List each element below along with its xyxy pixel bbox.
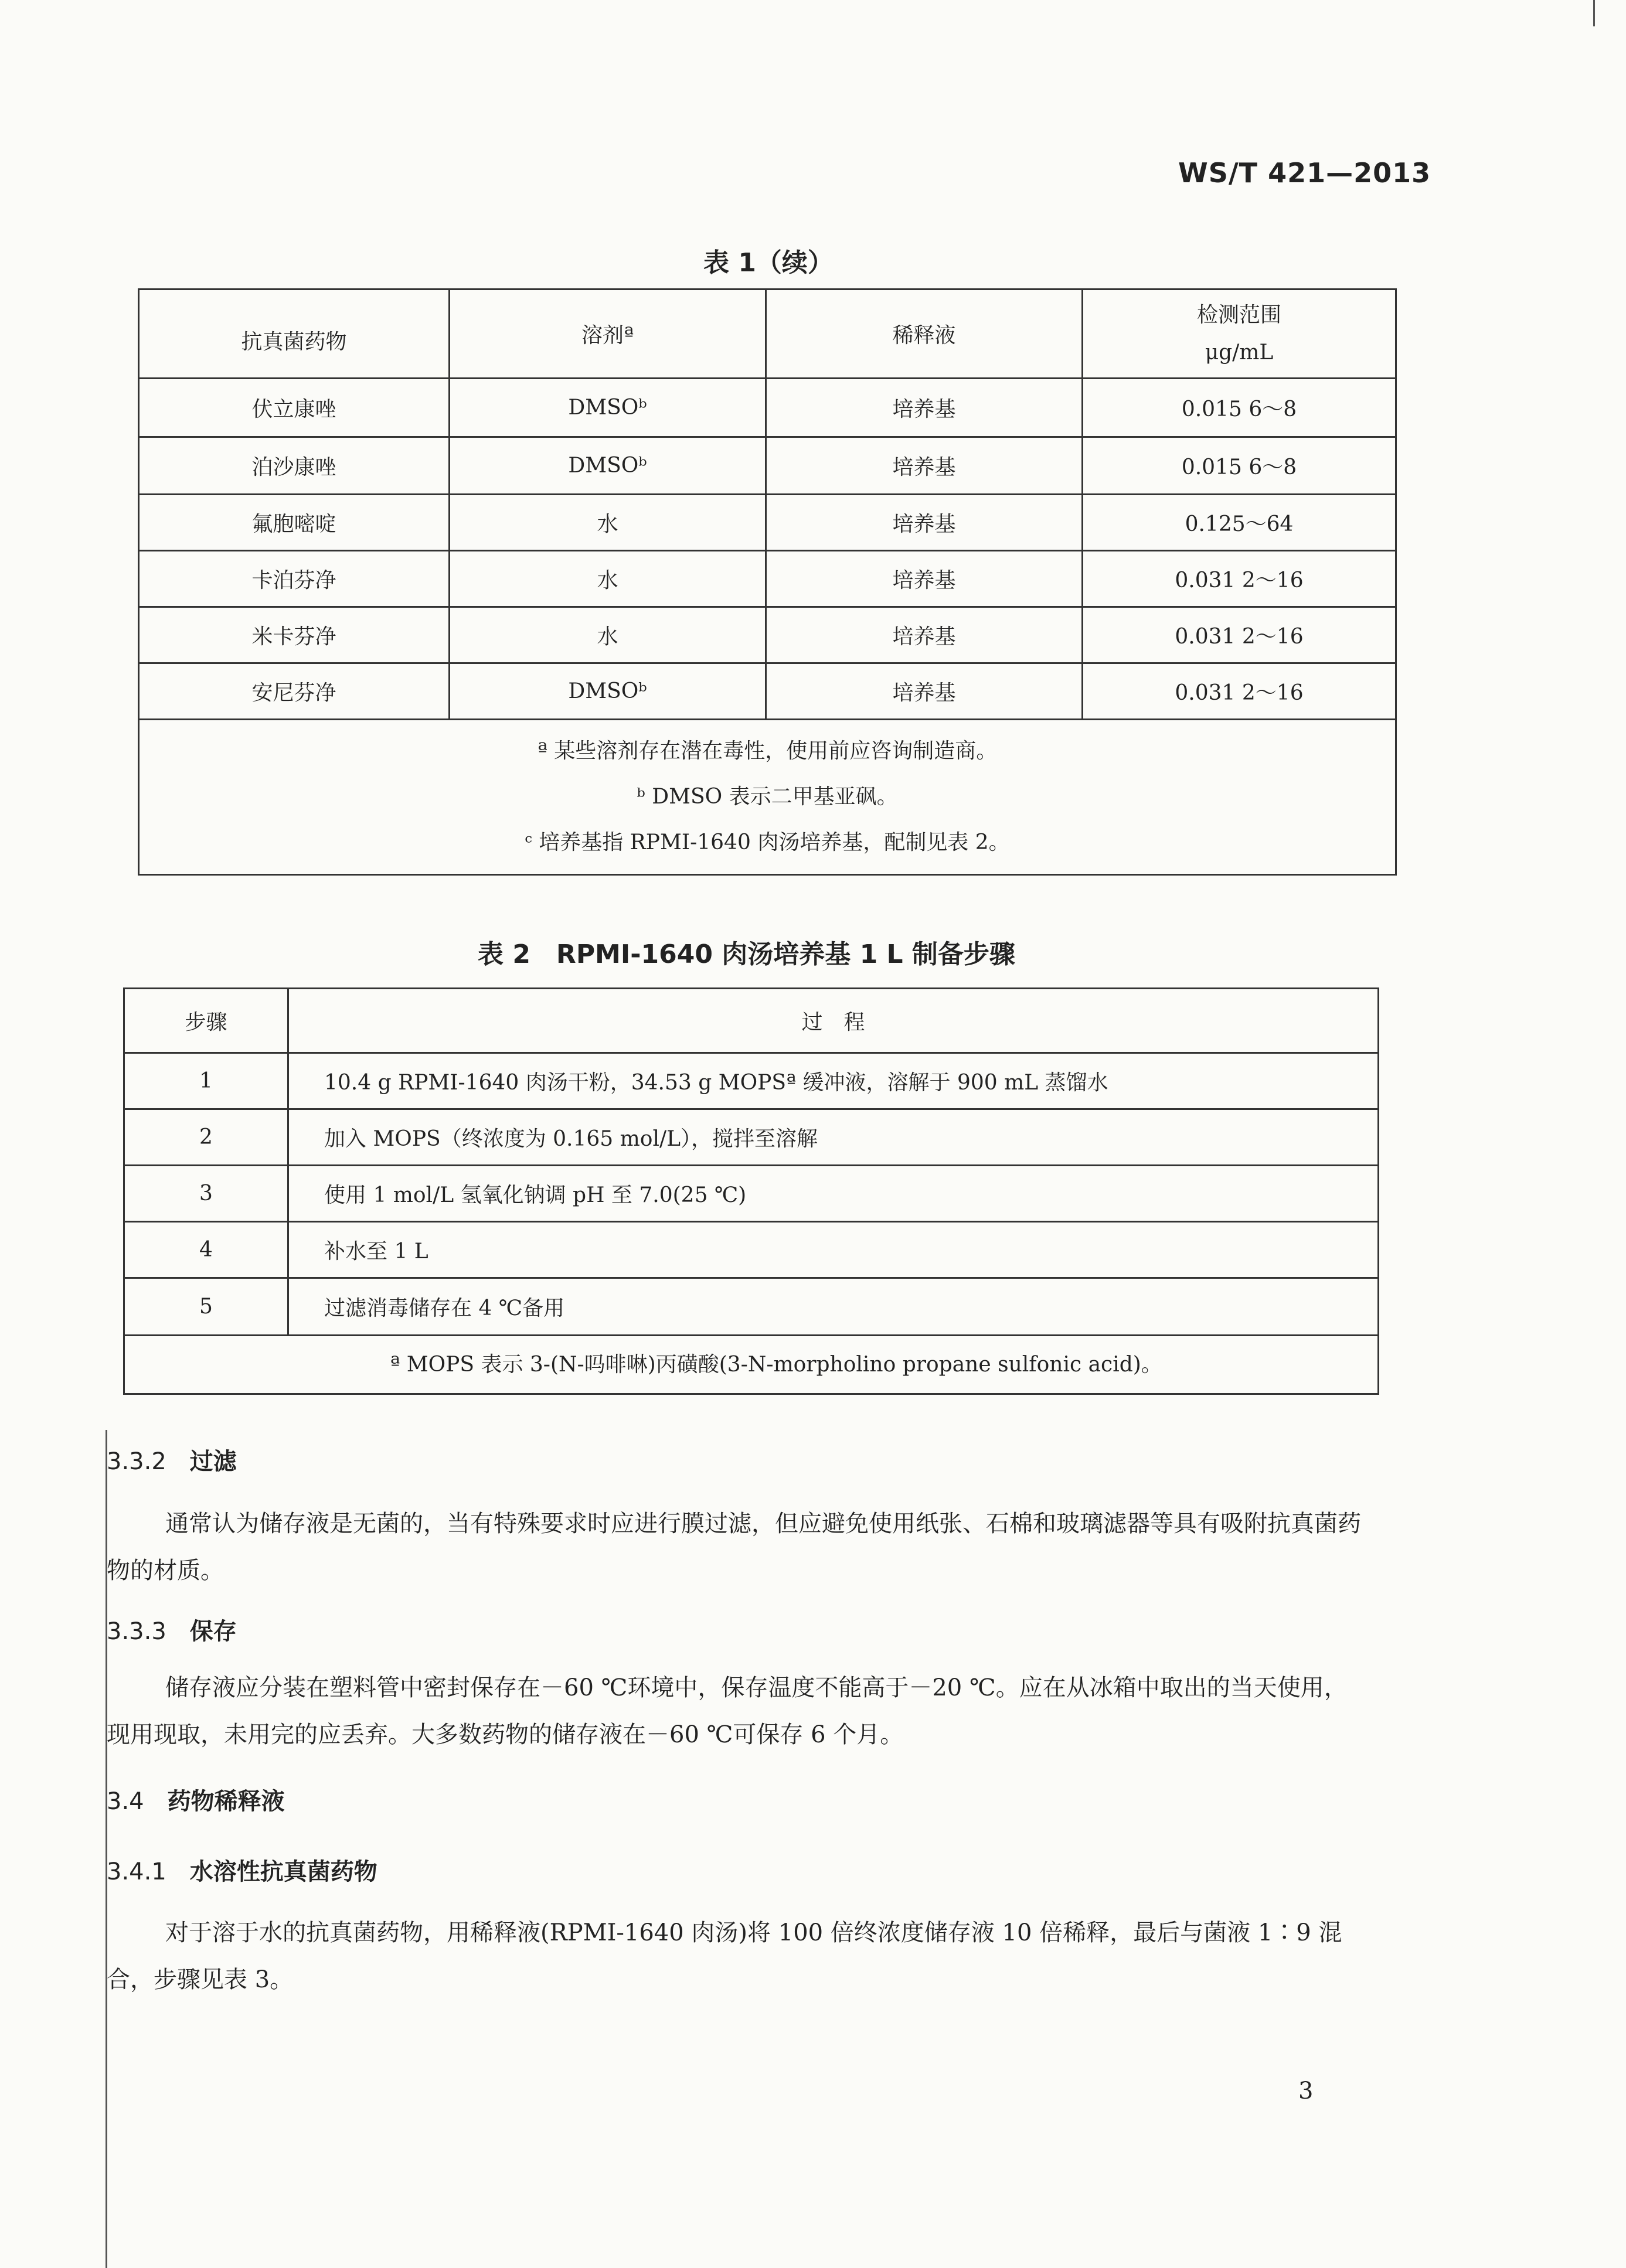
table1-cell: 培养基 [766, 663, 1083, 720]
section-3-4-1-heading [107, 1853, 377, 1886]
table1-cell: 水 [450, 551, 766, 607]
table1-footnote-c: ᶜ 培养基指 RPMI-1640 肉汤培养基，配制见表 2。 [525, 830, 1010, 854]
table2-step-cell: 5 [124, 1278, 288, 1336]
table2 [123, 987, 1379, 1395]
table1-cell: DMSOᵇ [450, 437, 766, 495]
section-3-3-3-heading [107, 1613, 237, 1646]
table1-cell: 卡泊芬净 [139, 551, 450, 607]
table1-cell: 0.031 2～16 [1083, 607, 1396, 663]
table-row [124, 1109, 1379, 1166]
table2-caption: 表 2 RPMI-1640 肉汤培养基 1 L 制备步骤 [478, 939, 1015, 969]
table1-cell: DMSOᵇ [450, 379, 766, 437]
table1-header-range: 检测范围 μg/mL [1083, 290, 1396, 379]
table1-cell: 培养基 [766, 379, 1083, 437]
table2-step-cell: 2 [124, 1109, 288, 1166]
section-title: 保存 [189, 1618, 237, 1645]
table1-footnote-a: ª 某些溶剂存在潜在毒性，使用前应咨询制造商。 [537, 739, 998, 763]
scan-edge-top [1593, 0, 1595, 26]
table1-cell: 伏立康唑 [139, 379, 450, 437]
table1-cell: DMSOᵇ [450, 663, 766, 720]
table2-header-process: 过 程 [288, 989, 1379, 1053]
table1-cell: 水 [450, 607, 766, 663]
table-row [124, 1166, 1379, 1222]
section-title: 过滤 [189, 1448, 237, 1475]
table2-process-cell: 10.4 g RPMI-1640 肉汤干粉，34.53 g MOPSª 缓冲液，溶解于 900 mL 蒸馏水 [288, 1053, 1379, 1109]
table1-cell: 培养基 [766, 551, 1083, 607]
section-title: 药物稀释液 [167, 1788, 285, 1815]
section-3-4-heading [107, 1783, 285, 1816]
table1-cell: 米卡芬净 [139, 607, 450, 663]
table-row [139, 379, 1396, 437]
table2-footnote-row [124, 1336, 1379, 1394]
table1-header-solvent: 溶剂ª [450, 290, 766, 379]
section-number: 3.4.1 [107, 1858, 166, 1885]
table1 [138, 288, 1397, 876]
table1-cell: 0.031 2～16 [1083, 663, 1396, 720]
table2-step-cell: 3 [124, 1166, 288, 1222]
section-3-4-1-body: 对于溶于水的抗真菌药物，用稀释液(RPMI-1640 肉汤)将 100 倍终浓度储存液 10 倍稀释，最后与菌液 1∶9 混合，步骤见表 3。 [107, 1919, 1342, 1993]
table2-process-cell: 过滤消毒储存在 4 ℃备用 [288, 1278, 1379, 1336]
section-3-3-3-body: 储存液应分装在塑料管中密封保存在－60 ℃环境中，保存温度不能高于－20 ℃。应在从冰箱中取出的当天使用，现用现取，未用完的应丢弃。大多数药物的储存液在－60 ℃可保存 6 个月。 [107, 1674, 1348, 1748]
table2-process-cell: 使用 1 mol/L 氢氧化钠调 pH 至 7.0(25 ℃) [288, 1166, 1379, 1222]
table-row [124, 1222, 1379, 1278]
table1-header-drug: 抗真菌药物 [139, 290, 450, 379]
table1-caption: 表 1（续） [703, 248, 834, 278]
table2-header-row [124, 989, 1379, 1053]
table1-header-row [139, 290, 1396, 379]
table2-process-cell: 补水至 1 L [288, 1222, 1379, 1278]
table2-process-cell: 加入 MOPS（终浓度为 0.165 mol/L），搅拌至溶解 [288, 1109, 1379, 1166]
section-number: 3.3.3 [107, 1618, 166, 1645]
table2-step-cell: 1 [124, 1053, 288, 1109]
page-number: 3 [1298, 2078, 1314, 2104]
standard-code: WS/T 421—2013 [1178, 157, 1431, 189]
table1-cell: 水 [450, 495, 766, 551]
table2-header-step: 步骤 [124, 989, 288, 1053]
table1-cell: 0.031 2～16 [1083, 551, 1396, 607]
table1-header-unit: μg/mL [1205, 340, 1274, 365]
table-row [139, 495, 1396, 551]
section-3-3-2-heading [107, 1443, 237, 1476]
table-row [139, 437, 1396, 495]
section-title: 水溶性抗真菌药物 [189, 1858, 377, 1885]
table1-header-diluent: 稀释液 [766, 290, 1083, 379]
table-row [124, 1053, 1379, 1109]
table1-cell: 氟胞嘧啶 [139, 495, 450, 551]
table-row [139, 663, 1396, 720]
table1-cell: 培养基 [766, 495, 1083, 551]
table-row [124, 1278, 1379, 1336]
table-row [139, 551, 1396, 607]
section-number: 3.3.2 [107, 1448, 166, 1475]
table2-footnote: ª MOPS 表示 3-(N-吗啡啉)丙磺酸(3-N-morpholino propane sulfonic acid)。 [124, 1336, 1379, 1394]
table-row [139, 607, 1396, 663]
table1-cell: 培养基 [766, 437, 1083, 495]
table1-footnote-b: ᵇ DMSO 表示二甲基亚砜。 [637, 785, 898, 809]
table1-cell: 安尼芬净 [139, 663, 450, 720]
table1-cell: 泊沙康唑 [139, 437, 450, 495]
table1-cell: 0.015 6～8 [1083, 379, 1396, 437]
table1-footnotes [139, 720, 1396, 875]
section-number: 3.4 [107, 1788, 144, 1815]
section-3-3-2-body: 通常认为储存液是无菌的，当有特殊要求时应进行膜过滤，但应避免使用纸张、石棉和玻璃滤器等具有吸附抗真菌药物的材质。 [107, 1510, 1361, 1584]
table1-cell: 0.125～64 [1083, 495, 1396, 551]
table2-step-cell: 4 [124, 1222, 288, 1278]
table1-cell: 0.015 6～8 [1083, 437, 1396, 495]
table1-cell: 培养基 [766, 607, 1083, 663]
